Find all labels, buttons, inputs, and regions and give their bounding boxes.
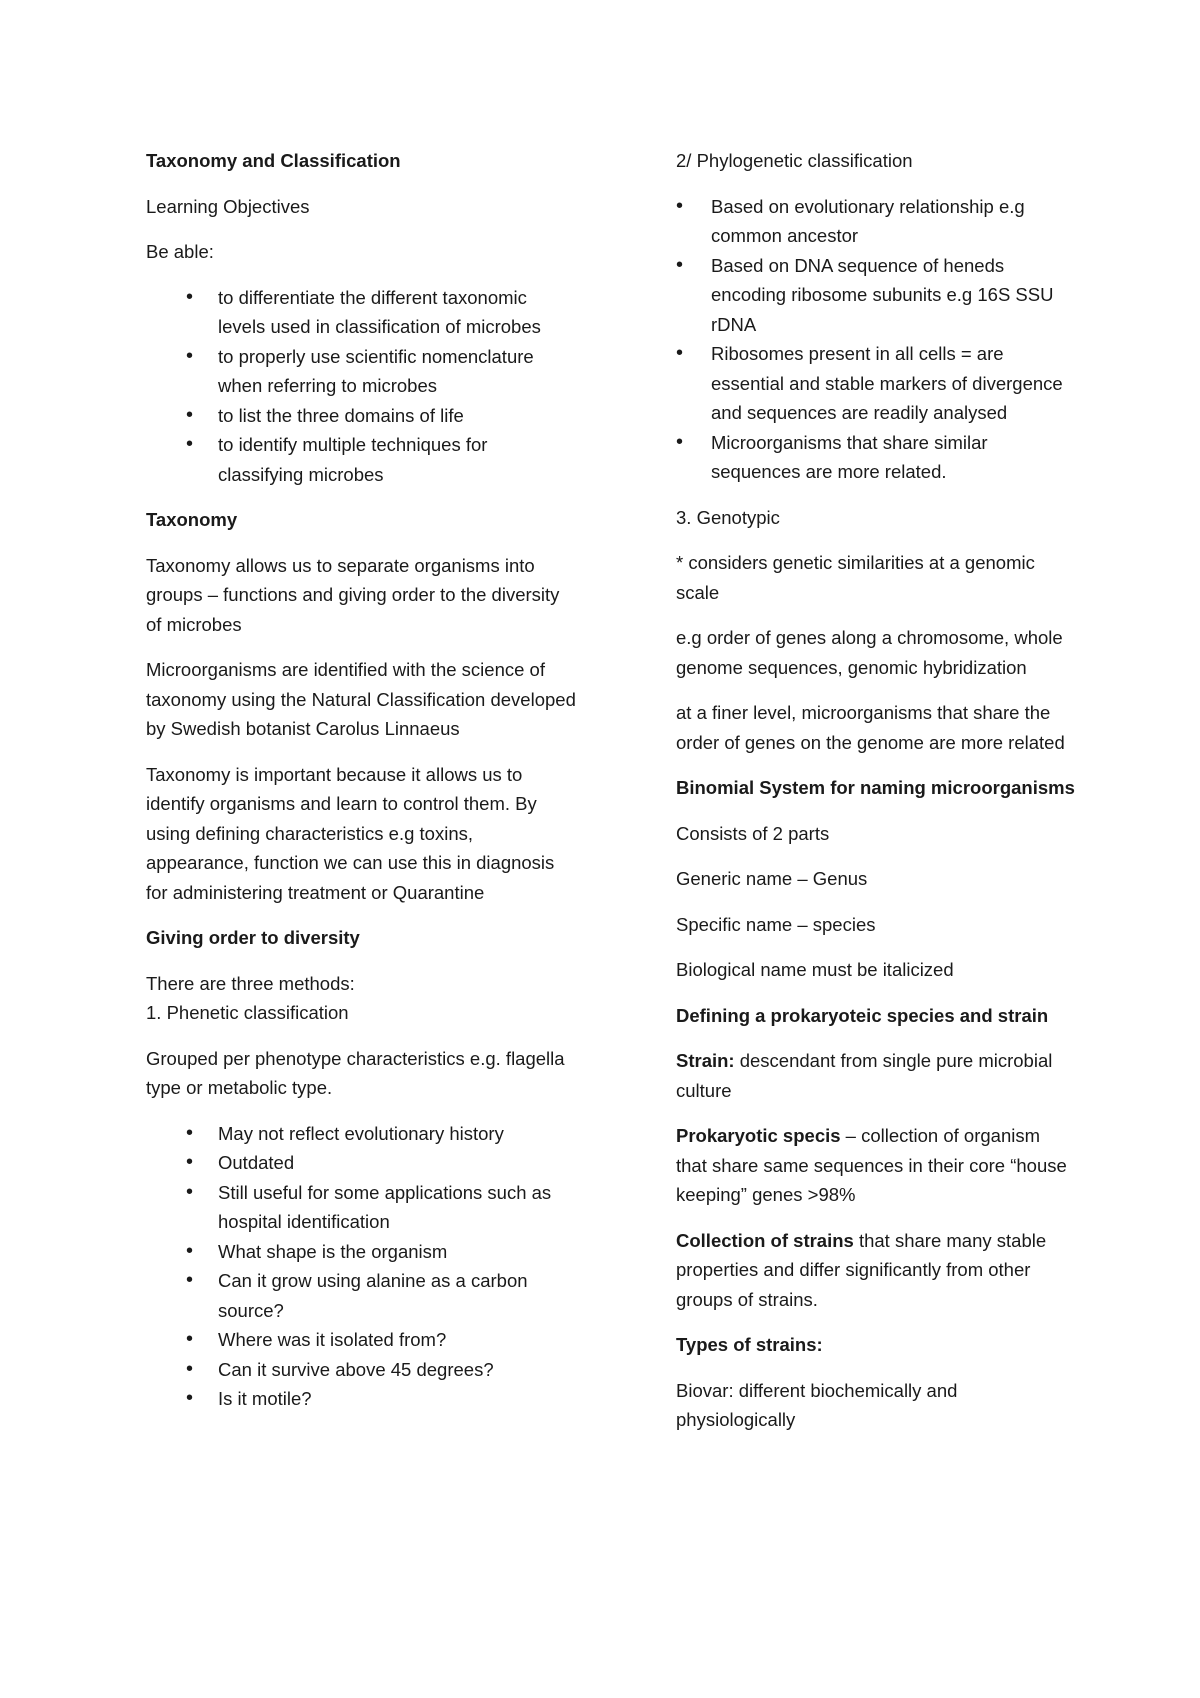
list-item	[146, 1384, 576, 1414]
list-item	[146, 283, 576, 342]
strain-text: descendant from single pure microbial culture	[676, 1050, 1053, 1101]
objectives-list	[146, 283, 576, 490]
phenetic-list	[146, 1119, 576, 1414]
left-column	[146, 146, 576, 1430]
bullet-icon: •	[186, 285, 194, 308]
bullet-icon: •	[186, 1387, 194, 1409]
paragraph: Consists of 2 parts	[676, 822, 830, 844]
bullet-icon: •	[186, 1357, 194, 1380]
list-item-text: Outdated	[218, 1152, 295, 1173]
species-label: Prokaryotic specis	[676, 1125, 841, 1146]
bullet-icon: •	[186, 1239, 194, 1262]
bullet-icon: •	[186, 1121, 194, 1144]
paragraph: Taxonomy is important because it allows us to identify organisms and learn to control them. By using defining characteristics e.g toxins, appearance, function we can use this in diagnosis for administering treatment or Quarantine	[146, 763, 555, 903]
paragraph: Specific name – species	[676, 913, 876, 935]
strain-definition	[676, 1046, 1076, 1105]
phylogenetic-list	[676, 192, 1076, 487]
list-item	[146, 1355, 576, 1385]
list-item-text: Ribosomes present in all cells = are essential and stable markers of divergence and sequences are readily analysed	[711, 343, 1063, 423]
list-item	[146, 1119, 576, 1149]
paragraph: at a finer level, microorganisms that share the order of genes on the genome are more related	[676, 702, 1065, 753]
page-title: Taxonomy and Classification	[146, 150, 401, 171]
list-item	[676, 339, 1076, 428]
paragraph: Grouped per phenotype characteristics e.g. flagella type or metabolic type.	[146, 1047, 565, 1098]
bullet-icon: •	[186, 433, 194, 455]
objectives-heading: Learning Objectives	[146, 195, 310, 217]
bullet-icon: •	[186, 403, 194, 426]
paragraph: Taxonomy allows us to separate organisms into groups – functions and giving order to the diversity of microbes	[146, 554, 560, 635]
paragraph: e.g order of genes along a chromosome, whole genome sequences, genomic hybridization	[676, 627, 1063, 678]
binomial-heading: Binomial System for naming microorganisms	[676, 777, 1075, 798]
paragraph: Biological name must be italicized	[676, 959, 954, 980]
list-item-text: to differentiate the different taxonomic levels used in classification of microbes	[218, 286, 541, 337]
list-item	[676, 192, 1076, 251]
list-item-text: to identify multiple techniques for classifying microbes	[218, 434, 488, 485]
list-item-text: to properly use scientific nomenclature when referring to microbes	[218, 345, 534, 396]
list-item	[146, 1325, 576, 1355]
list-item-text: Is it motile?	[218, 1388, 312, 1409]
species-definition	[676, 1121, 1076, 1210]
list-item-text: Where was it isolated from?	[218, 1329, 447, 1350]
list-item	[146, 1178, 576, 1237]
be-able-text: Be able:	[146, 241, 214, 262]
paragraph: Generic name – Genus	[676, 868, 868, 889]
list-item-text: Microorganisms that share similar sequences are more related.	[711, 431, 988, 482]
collection-label: Collection of strains	[676, 1229, 854, 1251]
list-item-text: What shape is the organism	[218, 1240, 448, 1262]
bullet-icon: •	[676, 430, 684, 453]
list-item-text: Based on evolutionary relationship e.g common ancestor	[711, 195, 1025, 246]
list-item	[676, 428, 1076, 487]
list-item-text: Can it survive above 45 degrees?	[218, 1358, 494, 1380]
types-heading: Types of strains:	[676, 1334, 823, 1355]
bullet-icon: •	[186, 1328, 194, 1350]
list-item	[146, 430, 576, 489]
right-column	[676, 146, 1076, 1451]
bullet-icon: •	[676, 342, 684, 364]
list-item-text: Still useful for some applications such as hospital identification	[218, 1181, 552, 1232]
methods-intro: There are three methods:	[146, 972, 355, 994]
list-item-text: Can it grow using alanine as a carbon source?	[218, 1270, 528, 1321]
bullet-icon: •	[186, 1151, 194, 1173]
species-text: – collection of organism that share same sequences in their core “house keeping” genes >98%	[676, 1125, 1067, 1205]
strain-label: Strain:	[676, 1050, 735, 1071]
genotypic-heading: 3. Genotypic	[676, 506, 780, 528]
species-heading: Defining a prokaryoteic species and strain	[676, 1004, 1049, 1026]
list-item	[146, 342, 576, 401]
biovar-text: Biovar: different biochemically and physiologically	[676, 1379, 958, 1430]
diversity-heading: Giving order to diversity	[146, 927, 360, 948]
bullet-icon: •	[676, 253, 684, 276]
phenetic-heading: 1. Phenetic classification	[146, 1002, 349, 1023]
bullet-icon: •	[186, 1180, 194, 1203]
paragraph: * considers genetic similarities at a genomic scale	[676, 552, 1035, 603]
list-item-text: May not reflect evolutionary history	[218, 1122, 504, 1144]
list-item	[146, 1237, 576, 1267]
list-item	[146, 401, 576, 431]
collection-text: that share many stable properties and differ significantly from other groups of strains.	[676, 1229, 1047, 1310]
list-item	[146, 1266, 576, 1325]
list-item-text: to list the three domains of life	[218, 404, 464, 426]
bullet-icon: •	[186, 1269, 194, 1291]
taxonomy-heading: Taxonomy	[146, 509, 238, 530]
list-item	[146, 1148, 576, 1178]
list-item-text: Based on DNA sequence of heneds encoding ribosome subunits e.g 16S SSU rDNA	[711, 254, 1054, 335]
bullet-icon: •	[676, 194, 684, 217]
bullet-icon: •	[186, 344, 194, 367]
collection-definition	[676, 1226, 1076, 1315]
phylogenetic-heading: 2/ Phylogenetic classification	[676, 150, 913, 171]
list-item	[676, 251, 1076, 340]
paragraph: Microorganisms are identified with the science of taxonomy using the Natural Classification developed by Swedish botanist Carolus Linnaeus	[146, 659, 576, 739]
